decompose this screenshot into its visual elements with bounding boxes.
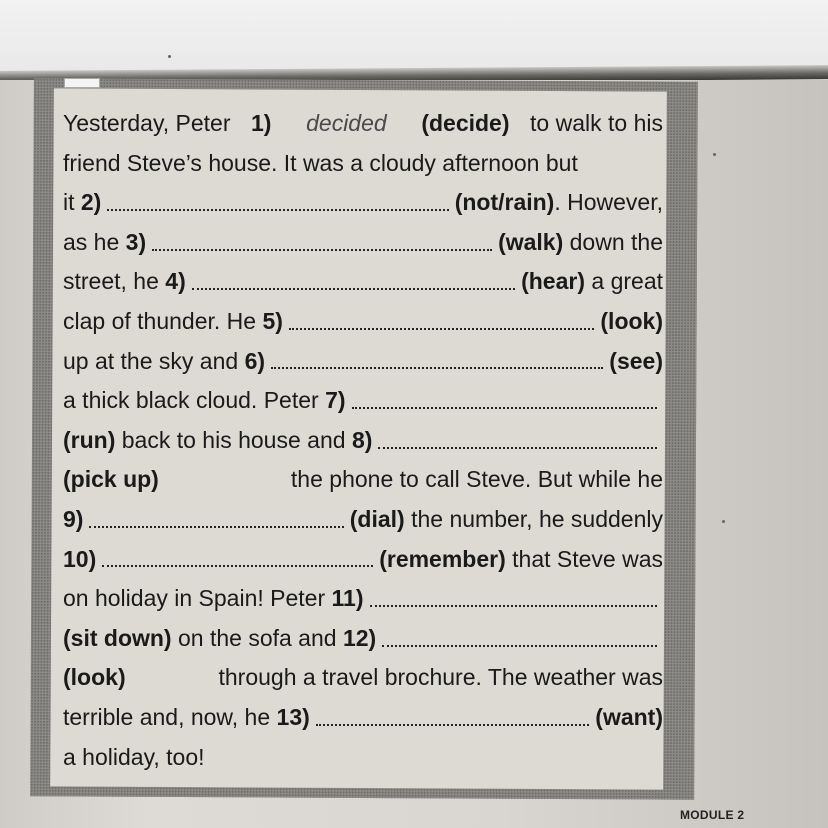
text-segment: the phone to call Steve. But while he <box>284 466 663 493</box>
text-segment: street, he <box>63 268 166 295</box>
exercise-line <box>63 579 663 619</box>
bold-segment: (pick up) <box>63 466 159 493</box>
exercise-line <box>63 698 663 738</box>
text-segment: clap of thunder. He <box>63 307 263 334</box>
bold-segment: (see) <box>609 347 663 374</box>
exercise-line <box>63 658 663 698</box>
bold-segment: (sit down) <box>63 624 172 651</box>
text-segment: it <box>63 189 81 216</box>
exercise-line <box>63 302 663 342</box>
module-label: MODULE 2 <box>680 808 745 822</box>
text-segment: a holiday, too! <box>63 743 205 770</box>
exercise-line <box>63 144 663 184</box>
text-segment: a great <box>585 268 663 295</box>
exercise-line <box>63 500 663 540</box>
bold-segment: 9) <box>63 505 84 532</box>
exercise-line <box>63 421 663 461</box>
text-segment: a thick black cloud. Peter <box>63 387 326 414</box>
exercise-line <box>63 619 663 659</box>
text-segment: Yesterday, Peter <box>63 110 237 136</box>
bold-segment: (want) <box>595 703 663 730</box>
answer-blank <box>89 526 343 528</box>
text-segment: through a travel brochure. The weather was <box>212 664 663 691</box>
answer-blank <box>378 447 657 449</box>
text-segment: as he <box>63 228 126 255</box>
exercise-line <box>63 262 663 302</box>
bold-segment: 1) <box>251 110 272 136</box>
answer-blank <box>316 724 590 726</box>
text-segment: terrible and, now, he <box>63 703 277 730</box>
bold-segment: (run) <box>63 426 116 453</box>
exercise-text <box>63 104 663 777</box>
text-segment: on holiday in Spain! Peter <box>63 585 332 612</box>
bold-segment: 4) <box>165 268 186 295</box>
text-segment <box>401 104 407 144</box>
answer-blank <box>382 645 657 647</box>
frame-tab <box>64 78 100 88</box>
bold-segment: (look) <box>63 664 126 691</box>
bold-segment: 2) <box>80 189 102 216</box>
bold-segment: 7) <box>325 387 346 414</box>
bold-segment: (look) <box>600 307 663 334</box>
bold-segment: 10) <box>63 545 97 572</box>
answer-blank <box>352 407 657 409</box>
bold-segment: 6) <box>244 347 266 374</box>
exercise-line <box>63 738 663 778</box>
text-segment: back to his house and <box>115 426 352 453</box>
answer-example: decided <box>306 110 387 136</box>
bold-segment: 13) <box>276 703 310 730</box>
text-segment: . However, <box>554 189 663 216</box>
exercise-line <box>63 460 663 500</box>
answer-blank <box>289 328 594 330</box>
speck <box>722 520 725 523</box>
exercise-line <box>63 342 663 382</box>
exercise-line <box>63 540 663 580</box>
bold-segment: (not/rain) <box>454 189 555 216</box>
exercise-line <box>63 104 663 144</box>
bold-segment: (hear) <box>521 268 585 295</box>
answer-blank <box>102 565 373 567</box>
exercise-line <box>63 381 663 421</box>
text-segment: friend Steve’s house. It was a cloudy afternoon but <box>63 149 578 176</box>
text-segment: down the <box>563 228 663 255</box>
bold-segment: 12) <box>342 624 377 651</box>
text-segment <box>286 104 292 144</box>
speck <box>168 55 171 58</box>
exercise-line <box>63 183 663 223</box>
bold-segment: (decide) <box>421 110 510 136</box>
speck <box>713 153 716 156</box>
text-segment: to walk to his <box>523 110 663 136</box>
text-segment: that Steve was <box>505 545 663 572</box>
text-segment: the number, he suddenly <box>404 505 663 532</box>
bold-segment: 8) <box>351 426 373 453</box>
bold-segment: 5) <box>262 307 283 334</box>
text-segment: on the sofa and <box>171 624 343 651</box>
bold-segment: 11) <box>331 585 364 612</box>
bold-segment: (dial) <box>349 505 405 532</box>
bold-segment: 3) <box>125 228 147 255</box>
answer-blank <box>271 367 603 369</box>
bold-segment: (walk) <box>498 228 564 255</box>
answer-blank <box>107 209 448 211</box>
bold-segment: (remember) <box>379 545 506 572</box>
text-segment: up at the sky and <box>63 347 245 374</box>
exercise-line <box>63 223 663 263</box>
answer-blank <box>192 288 515 290</box>
answer-blank <box>152 249 492 251</box>
answer-blank <box>370 605 658 607</box>
